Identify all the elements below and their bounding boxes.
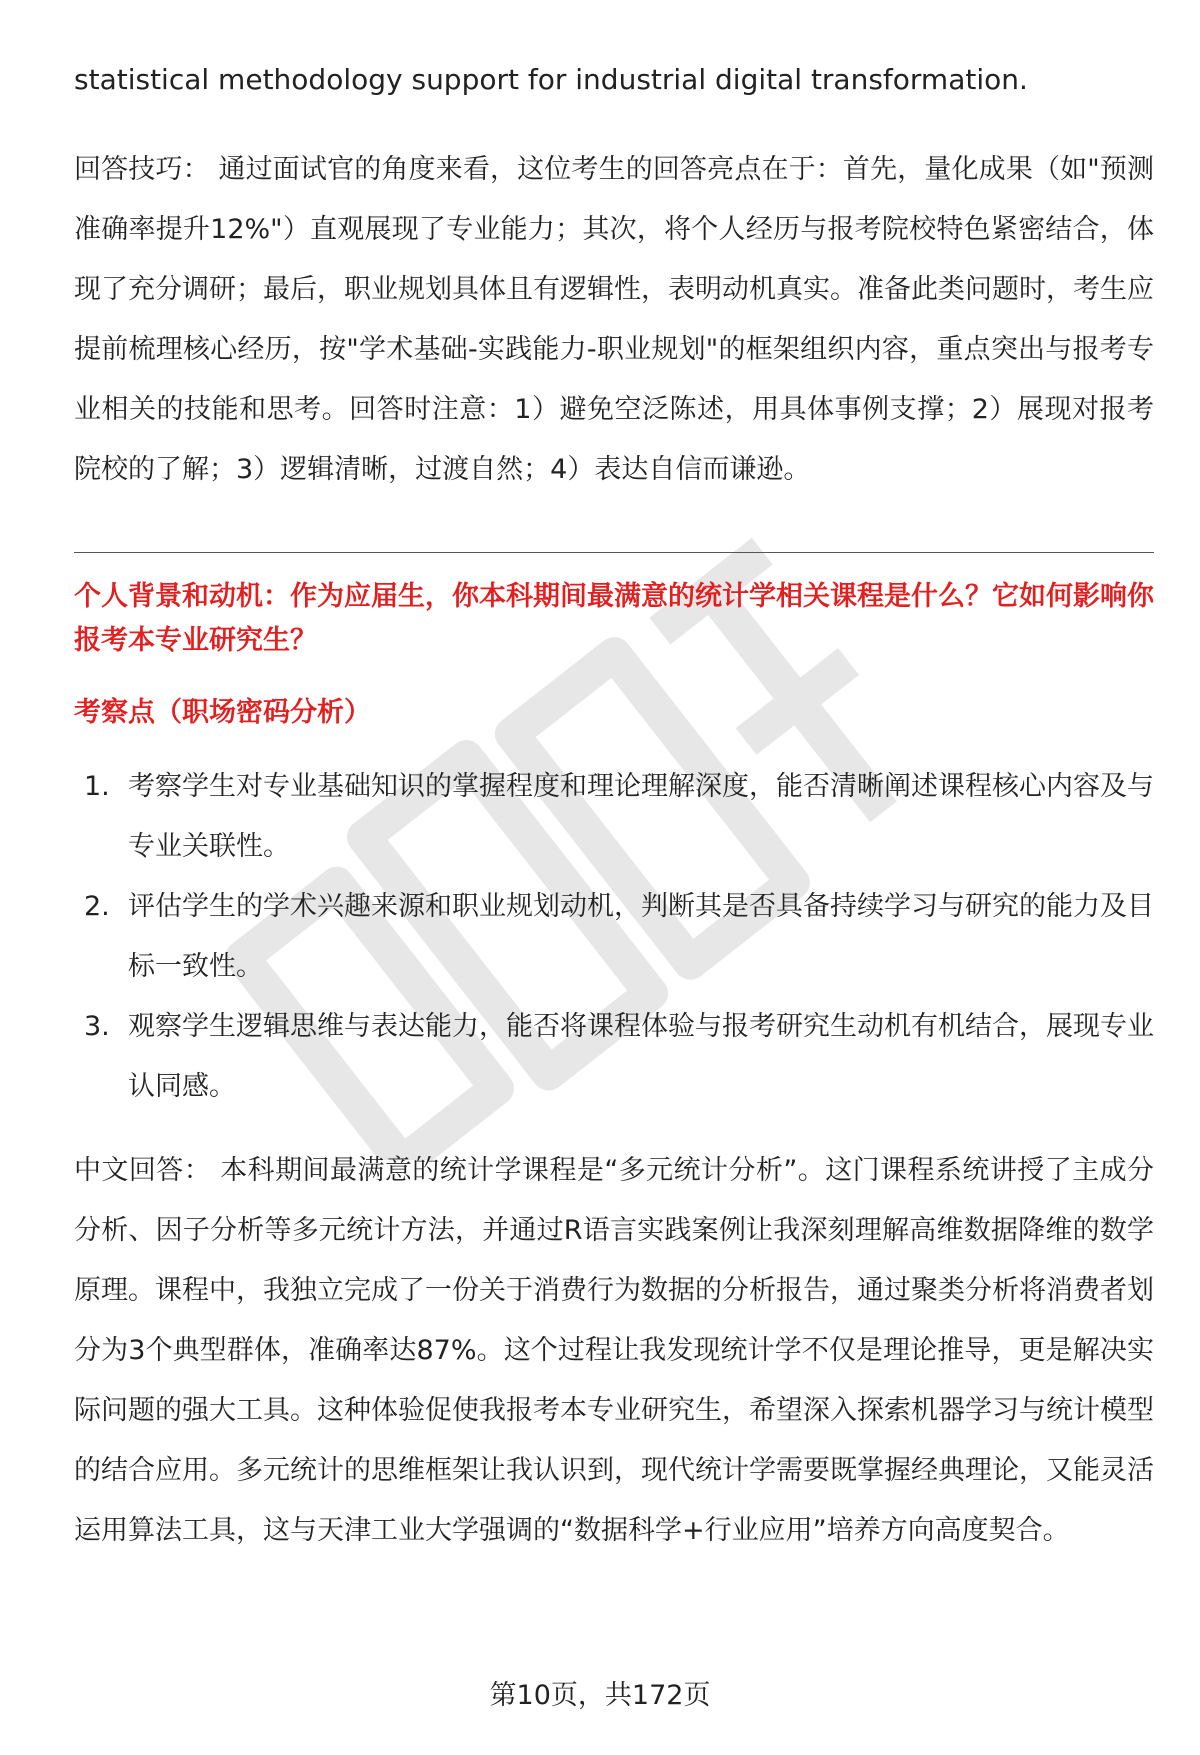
answer-text: 本科期间最满意的统计学课程是“多元统计分析”。这门课程系统讲授了主成分分析、因子分析等多元统计方法，并通过R语言实践案例让我深刻理解高维数据降维的数学原理。课程中，我独立完成了一份关于消费行为数据的分析报告，通过聚类分析将消费者划分为3个典型群体，准确率达87%。这个过程让我发现统计学不仅是理论推导，更是解决实际问题的强大工具。这种体验促使我报考本专业研究生，希望深入探索机器学习与统计模型的结合应用。多元统计的思维框架让我认识到，现代统计学需要既掌握经典理论，又能灵活运用算法工具，这与天津工业大学强调的“数据科学+行业应用”培养方向高度契合。 bbox=[74, 1155, 1155, 1546]
points-heading: 考察点（职场密码分析） bbox=[74, 697, 371, 728]
list-text: 观察学生逻辑思维与表达能力，能否将课程体验与报考研究生动机有机结合，展现专业认同感。 bbox=[128, 1011, 1154, 1102]
question-title: 个人背景和动机：作为应届生，你本科期间最满意的统计学相关课程是什么？它如何影响你报考本专业研究生？ bbox=[74, 581, 1154, 656]
tips-paragraph bbox=[74, 140, 1154, 500]
section-divider bbox=[74, 552, 1154, 553]
list-item bbox=[74, 877, 1154, 997]
list-text: 考察学生对专业基础知识的掌握程度和理论理解深度，能否清晰阐述课程核心内容及与专业关联性。 bbox=[128, 771, 1154, 862]
document-page bbox=[74, 50, 1154, 1561]
list-item bbox=[74, 757, 1154, 877]
list-number: 3. bbox=[84, 1011, 110, 1042]
answer-paragraph bbox=[74, 1141, 1154, 1561]
tips-label: 回答技巧： bbox=[74, 154, 210, 185]
list-number: 1. bbox=[84, 771, 110, 802]
intro-text: statistical methodology support for industrial digital transformation. bbox=[74, 63, 1028, 96]
points-list bbox=[74, 757, 1154, 1117]
page-footer: 第10页，共172页 bbox=[489, 1680, 711, 1711]
list-item bbox=[74, 997, 1154, 1117]
tips-text: 通过面试官的角度来看，这位考生的回答亮点在于：首先，量化成果（如"预测准确率提升12%"）直观展现了专业能力；其次，将个人经历与报考院校特色紧密结合，体现了充分调研；最后，职业规划具体且有逻辑性，表明动机真实。准备此类问题时，考生应提前梳理核心经历，按"学术基础-实践能力-职业规划"的框架组织内容，重点突出与报考专业相关的技能和思考。回答时注意：1）避免空泛陈述，用具体事例支撑；2）展现对报考院校的了解；3）逻辑清晰，过渡自然；4）表达自信而谦逊。 bbox=[74, 154, 1154, 485]
answer-label: 中文回答： bbox=[74, 1155, 212, 1186]
list-number: 2. bbox=[84, 891, 110, 922]
list-text: 评估学生的学术兴趣来源和职业规划动机，判断其是否具备持续学习与研究的能力及目标一致性。 bbox=[128, 891, 1154, 982]
